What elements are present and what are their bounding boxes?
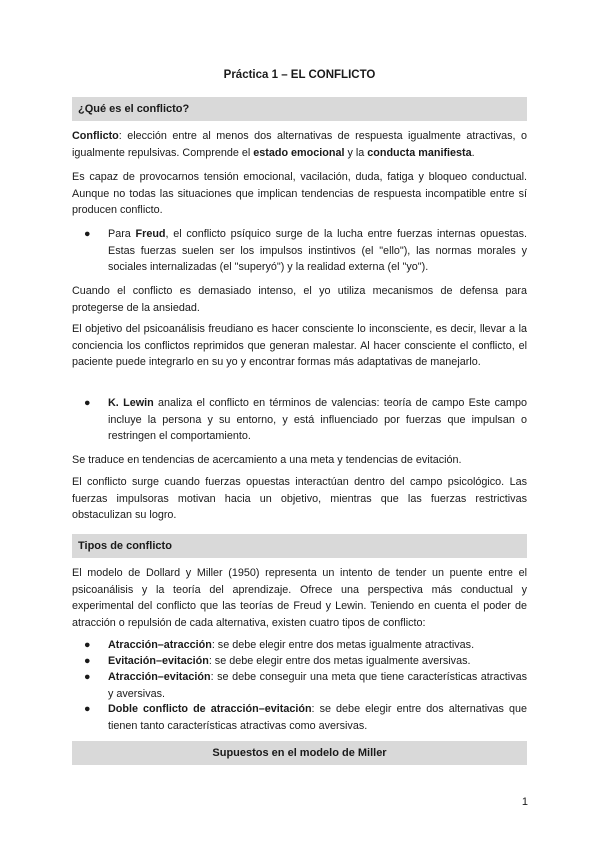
paragraph-campo: El conflicto surge cuando fuerzas opuestas interactúan dentro del campo psicológico. Las fuerzas impulsoras motivan hacia un objetivo, mientras que las fuerzas restrictivas obstaculizan su logro. xyxy=(72,476,527,522)
paragraph-dollard-miller: El modelo de Dollard y Miller (1950) representa un intento de tender un puente entre el psicoanálisis y la teoría del aprendizaje. Ofrece una perspectiva más conductual y experimental del conflicto que las teorías de Freud y Lewin. Teniendo en cuenta el poder de atracción o repulsión de cada alternativa, existen cuatro tipos de conflicto: xyxy=(72,567,527,629)
section-heading-que-es: ¿Qué es el conflicto? xyxy=(72,97,527,121)
bullet-icon: ● xyxy=(84,397,91,409)
paragraph-tension: Es capaz de provocarnos tensión emocional, vacilación, duda, fatiga y bloqueo conductual. Aunque no todas las situaciones que implican tendencias de respuesta incompatible entre sí producen conflicto. xyxy=(72,171,527,217)
definition-paragraph: Conflicto: elección entre al menos dos alternativas de respuesta igualmente atractivas, o igualmente repulsivas. Comprende el estado emocional y la conducta manifiesta. xyxy=(72,130,527,159)
paragraph-acercamiento: Se traduce en tendencias de acercamiento a una meta y tendencias de evitación. xyxy=(72,454,462,466)
paragraph-defensa: Cuando el conflicto es demasiado intenso, el yo utiliza mecanismos de defensa para protegerse de la ansiedad. xyxy=(72,285,527,314)
bullet-icon: ● xyxy=(84,671,91,683)
section-heading-supuestos: Supuestos en el modelo de Miller xyxy=(72,741,527,765)
def-term: Conflicto xyxy=(72,130,119,142)
section-heading-tipos: Tipos de conflicto xyxy=(72,534,527,558)
document-title: Práctica 1 – EL CONFLICTO xyxy=(223,69,376,81)
bullet-icon: ● xyxy=(84,703,91,715)
page-number: 1 xyxy=(521,796,528,808)
bullet-icon: ● xyxy=(84,228,91,240)
bullet-icon: ● xyxy=(84,655,91,667)
bullet-icon: ● xyxy=(84,639,91,651)
paragraph-psicoanalisis: El objetivo del psicoanálisis freudiano es hacer consciente lo inconsciente, es decir, llevar a la conciencia los conflictos reprimidos que generan malestar. Al hacer consciente el conflicto, el paciente puede integrarlo en su yo y encontrar formas más adaptativas de manejarlo. xyxy=(72,323,527,369)
